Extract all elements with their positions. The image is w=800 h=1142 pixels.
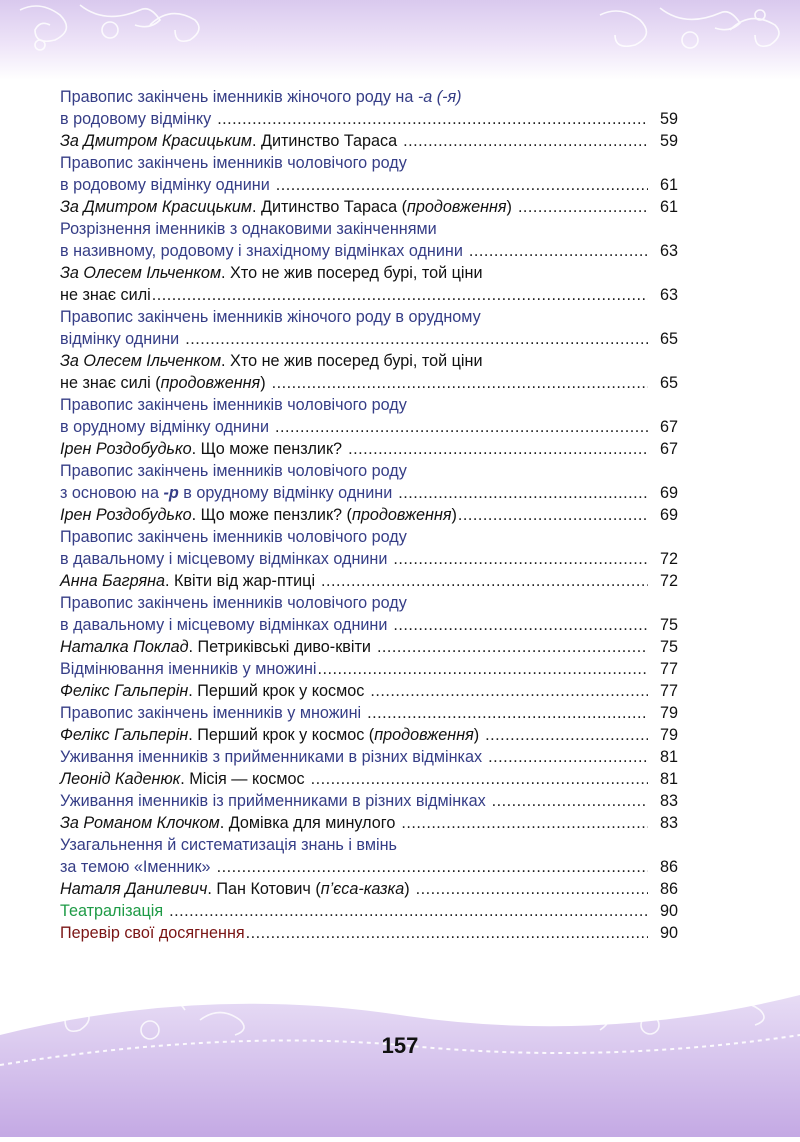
- toc-line: За Олесем Ільченком. Хто не жив посеред бурі, той ціни: [60, 264, 483, 282]
- page-ref: 90: [659, 924, 678, 942]
- page-ref: 65: [659, 330, 678, 348]
- page-ref: 59: [659, 132, 678, 150]
- toc-line: Розрізнення іменників з однаковими закінченнями: [60, 220, 437, 238]
- toc-entry[interactable]: Ірен Роздобудько. Що може пензлик? (продовження) ..... 69: [60, 504, 678, 526]
- toc-entry[interactable]: в орудному відмінку однини ..... 67: [60, 416, 678, 438]
- page-ref: 65: [659, 374, 678, 392]
- page-ref: 77: [659, 682, 678, 700]
- toc-entry[interactable]: Анна Багряна. Квіти від жар-птиці ..... 72: [60, 570, 678, 592]
- page-ref: 59: [659, 110, 678, 128]
- page-ref: 67: [659, 418, 678, 436]
- toc-line: Правопис закінчень іменників чоловічого роду: [60, 528, 407, 546]
- toc-entry[interactable]: в родовому відмінку ..... 59: [60, 108, 678, 130]
- toc-line: Правопис закінчень іменників чоловічого роду: [60, 154, 407, 172]
- toc-entry[interactable]: За Романом Клочком. Домівка для минулого ..... 83: [60, 812, 678, 834]
- page-ref: 86: [659, 880, 678, 898]
- toc-entry[interactable]: відмінку однини ..... 65: [60, 328, 678, 350]
- table-of-contents: [60, 86, 678, 944]
- toc-entry[interactable]: в давальному і місцевому відмінках однини ..... 72: [60, 548, 678, 570]
- page-ref: 75: [659, 616, 678, 634]
- toc-line: Правопис закінчень іменників чоловічого роду: [60, 594, 407, 612]
- toc-entry[interactable]: Перевір свої досягнення ..... 90: [60, 922, 678, 944]
- toc-entry[interactable]: не знає силі ..... 63: [60, 284, 678, 306]
- toc-entry[interactable]: Уживання іменників із прийменниками в різних відмінках ..... 83: [60, 790, 678, 812]
- page-ref: 90: [659, 902, 678, 920]
- toc-entry[interactable]: з основою на -р в орудному відмінку однини ..... 69: [60, 482, 678, 504]
- page-ref: 69: [659, 484, 678, 502]
- toc-entry[interactable]: за темою «Іменник» ..... 86: [60, 856, 678, 878]
- toc-entry[interactable]: в називному, родовому і знахідному відмінках однини ..... 63: [60, 240, 678, 262]
- page-number: 157: [381, 1033, 419, 1058]
- toc-entry[interactable]: Леонід Каденюк. Місія — космос ..... 81: [60, 768, 678, 790]
- toc-entry[interactable]: не знає силі (продовження) ..... 65: [60, 372, 678, 394]
- page-ref: 79: [659, 726, 678, 744]
- toc-line: Узагальнення й систематизація знань і вмінь: [60, 836, 397, 854]
- toc-entry[interactable]: Фелікс Гальперін. Перший крок у космос (продовження) ..... 79: [60, 724, 678, 746]
- top-decorative-band: [0, 0, 800, 80]
- toc-entry[interactable]: Наталка Поклад. Петриківські диво-квіти ..... 75: [60, 636, 678, 658]
- toc-entry[interactable]: Театралізація ..... 90: [60, 900, 678, 922]
- page-ref: 83: [659, 792, 678, 810]
- page-ref: 75: [659, 638, 678, 656]
- toc-entry[interactable]: Ірен Роздобудько. Що може пензлик? ..... 67: [60, 438, 678, 460]
- top-ornament-swirls: [0, 0, 800, 80]
- page-ref: 81: [659, 748, 678, 766]
- toc-line: Правопис закінчень іменників жіночого роду в орудному: [60, 308, 481, 326]
- page-ref: 72: [659, 572, 678, 590]
- toc-entry[interactable]: За Дмитром Красицьким. Дитинство Тараса (продовження) ..... 61: [60, 196, 678, 218]
- page-ref: 81: [659, 770, 678, 788]
- page-ref: 63: [659, 286, 678, 304]
- page-ref: 63: [659, 242, 678, 260]
- toc-entry[interactable]: Фелікс Гальперін. Перший крок у космос ..... 77: [60, 680, 678, 702]
- toc-line: Правопис закінчень іменників чоловічого роду: [60, 396, 407, 414]
- page-ref: 67: [659, 440, 678, 458]
- page-ref: 61: [659, 176, 678, 194]
- toc-line: Правопис закінчень іменників жіночого роду на -а (-я): [60, 88, 462, 106]
- toc-line: За Олесем Ільченком. Хто не жив посеред бурі, той ціни: [60, 352, 483, 370]
- toc-entry[interactable]: Наталя Данилевич. Пан Котович (п’єса-казка) ..... 86: [60, 878, 678, 900]
- page-ref: 79: [659, 704, 678, 722]
- page-ref: 69: [659, 506, 678, 524]
- page-ref: 77: [659, 660, 678, 678]
- page-ref: 61: [659, 198, 678, 216]
- toc-entry[interactable]: Відмінювання іменників у множині ..... 77: [60, 658, 678, 680]
- page-ref: 83: [659, 814, 678, 832]
- toc-entry[interactable]: Уживання іменників з прийменниками в різних відмінках ..... 81: [60, 746, 678, 768]
- toc-entry[interactable]: в родовому відмінку однини ..... 61: [60, 174, 678, 196]
- toc-entry[interactable]: Правопис закінчень іменників у множині ..... 79: [60, 702, 678, 724]
- toc-entry[interactable]: За Дмитром Красицьким. Дитинство Тараса ..... 59: [60, 130, 678, 152]
- toc-entry[interactable]: в давальному і місцевому відмінках однини ..... 75: [60, 614, 678, 636]
- page-ref: 72: [659, 550, 678, 568]
- page-ref: 86: [659, 858, 678, 876]
- toc-line: Правопис закінчень іменників чоловічого роду: [60, 462, 407, 480]
